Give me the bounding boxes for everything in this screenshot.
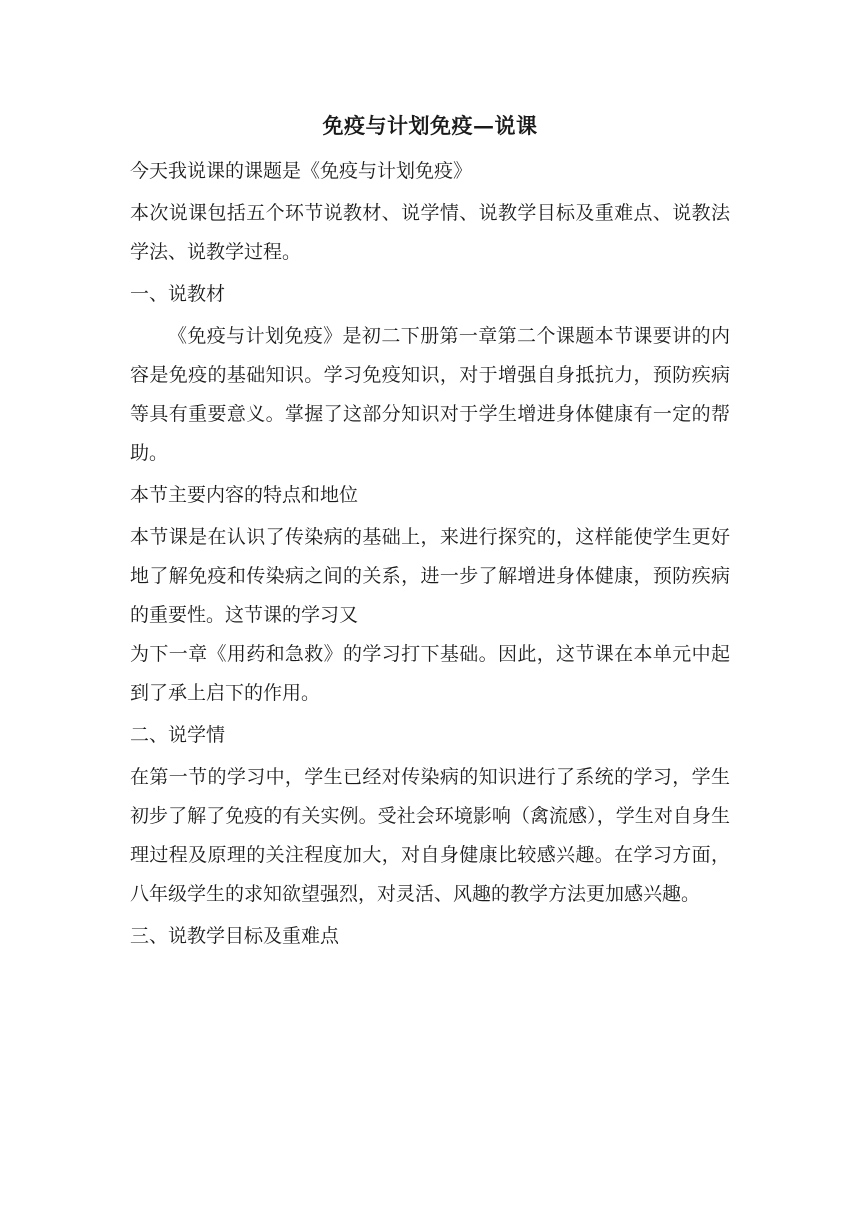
intro-paragraph: 今天我说课的课题是《免疫与计划免疫》 bbox=[130, 160, 473, 182]
subheading-features: 本节主要内容的特点和地位 bbox=[130, 484, 359, 506]
section-heading-textbook: 一、说教材 bbox=[130, 283, 226, 305]
features-paragraph-continued: 为下一章《用药和急救》的学习打下基础。因此，这节课在本单元中起到了承上启下的作用。 bbox=[130, 643, 730, 704]
document-title: 免疫与计划免疫—说课 bbox=[322, 113, 538, 138]
textbook-paragraph: 《免疫与计划免疫》是初二下册第一章第二个课题本节课要讲的内容是免疫的基础知识。学习免疫知识，对于增强自身抵抗力，预防疾病等具有重要意义。掌握了这部分知识对于学生增进身体健康有一定的帮助。 bbox=[130, 325, 730, 464]
students-paragraph: 在第一节的学习中，学生已经对传染病的知识进行了系统的学习，学生初步了解了免疫的有关实例。受社会环境影响（禽流感），学生对自身生理过程及原理的关注程度加大，对自身健康比较感兴趣。在学习方面，八年级学生的求知欲望强烈，对灵活、风趣的教学方法更加感兴趣。 bbox=[130, 766, 730, 905]
section-heading-objectives: 三、说教学目标及重难点 bbox=[130, 925, 340, 947]
section-heading-students: 二、说学情 bbox=[130, 724, 226, 746]
document-body bbox=[130, 152, 730, 956]
overview-paragraph: 本次说课包括五个环节说教材、说学情、说教学目标及重难点、说教法学法、说教学过程。 bbox=[130, 202, 730, 263]
features-paragraph: 本节课是在认识了传染病的基础上，来进行探究的，这样能使学生更好地了解免疫和传染病之间的关系，进一步了解增进身体健康，预防疾病的重要性。这节课的学习又 bbox=[130, 526, 730, 626]
